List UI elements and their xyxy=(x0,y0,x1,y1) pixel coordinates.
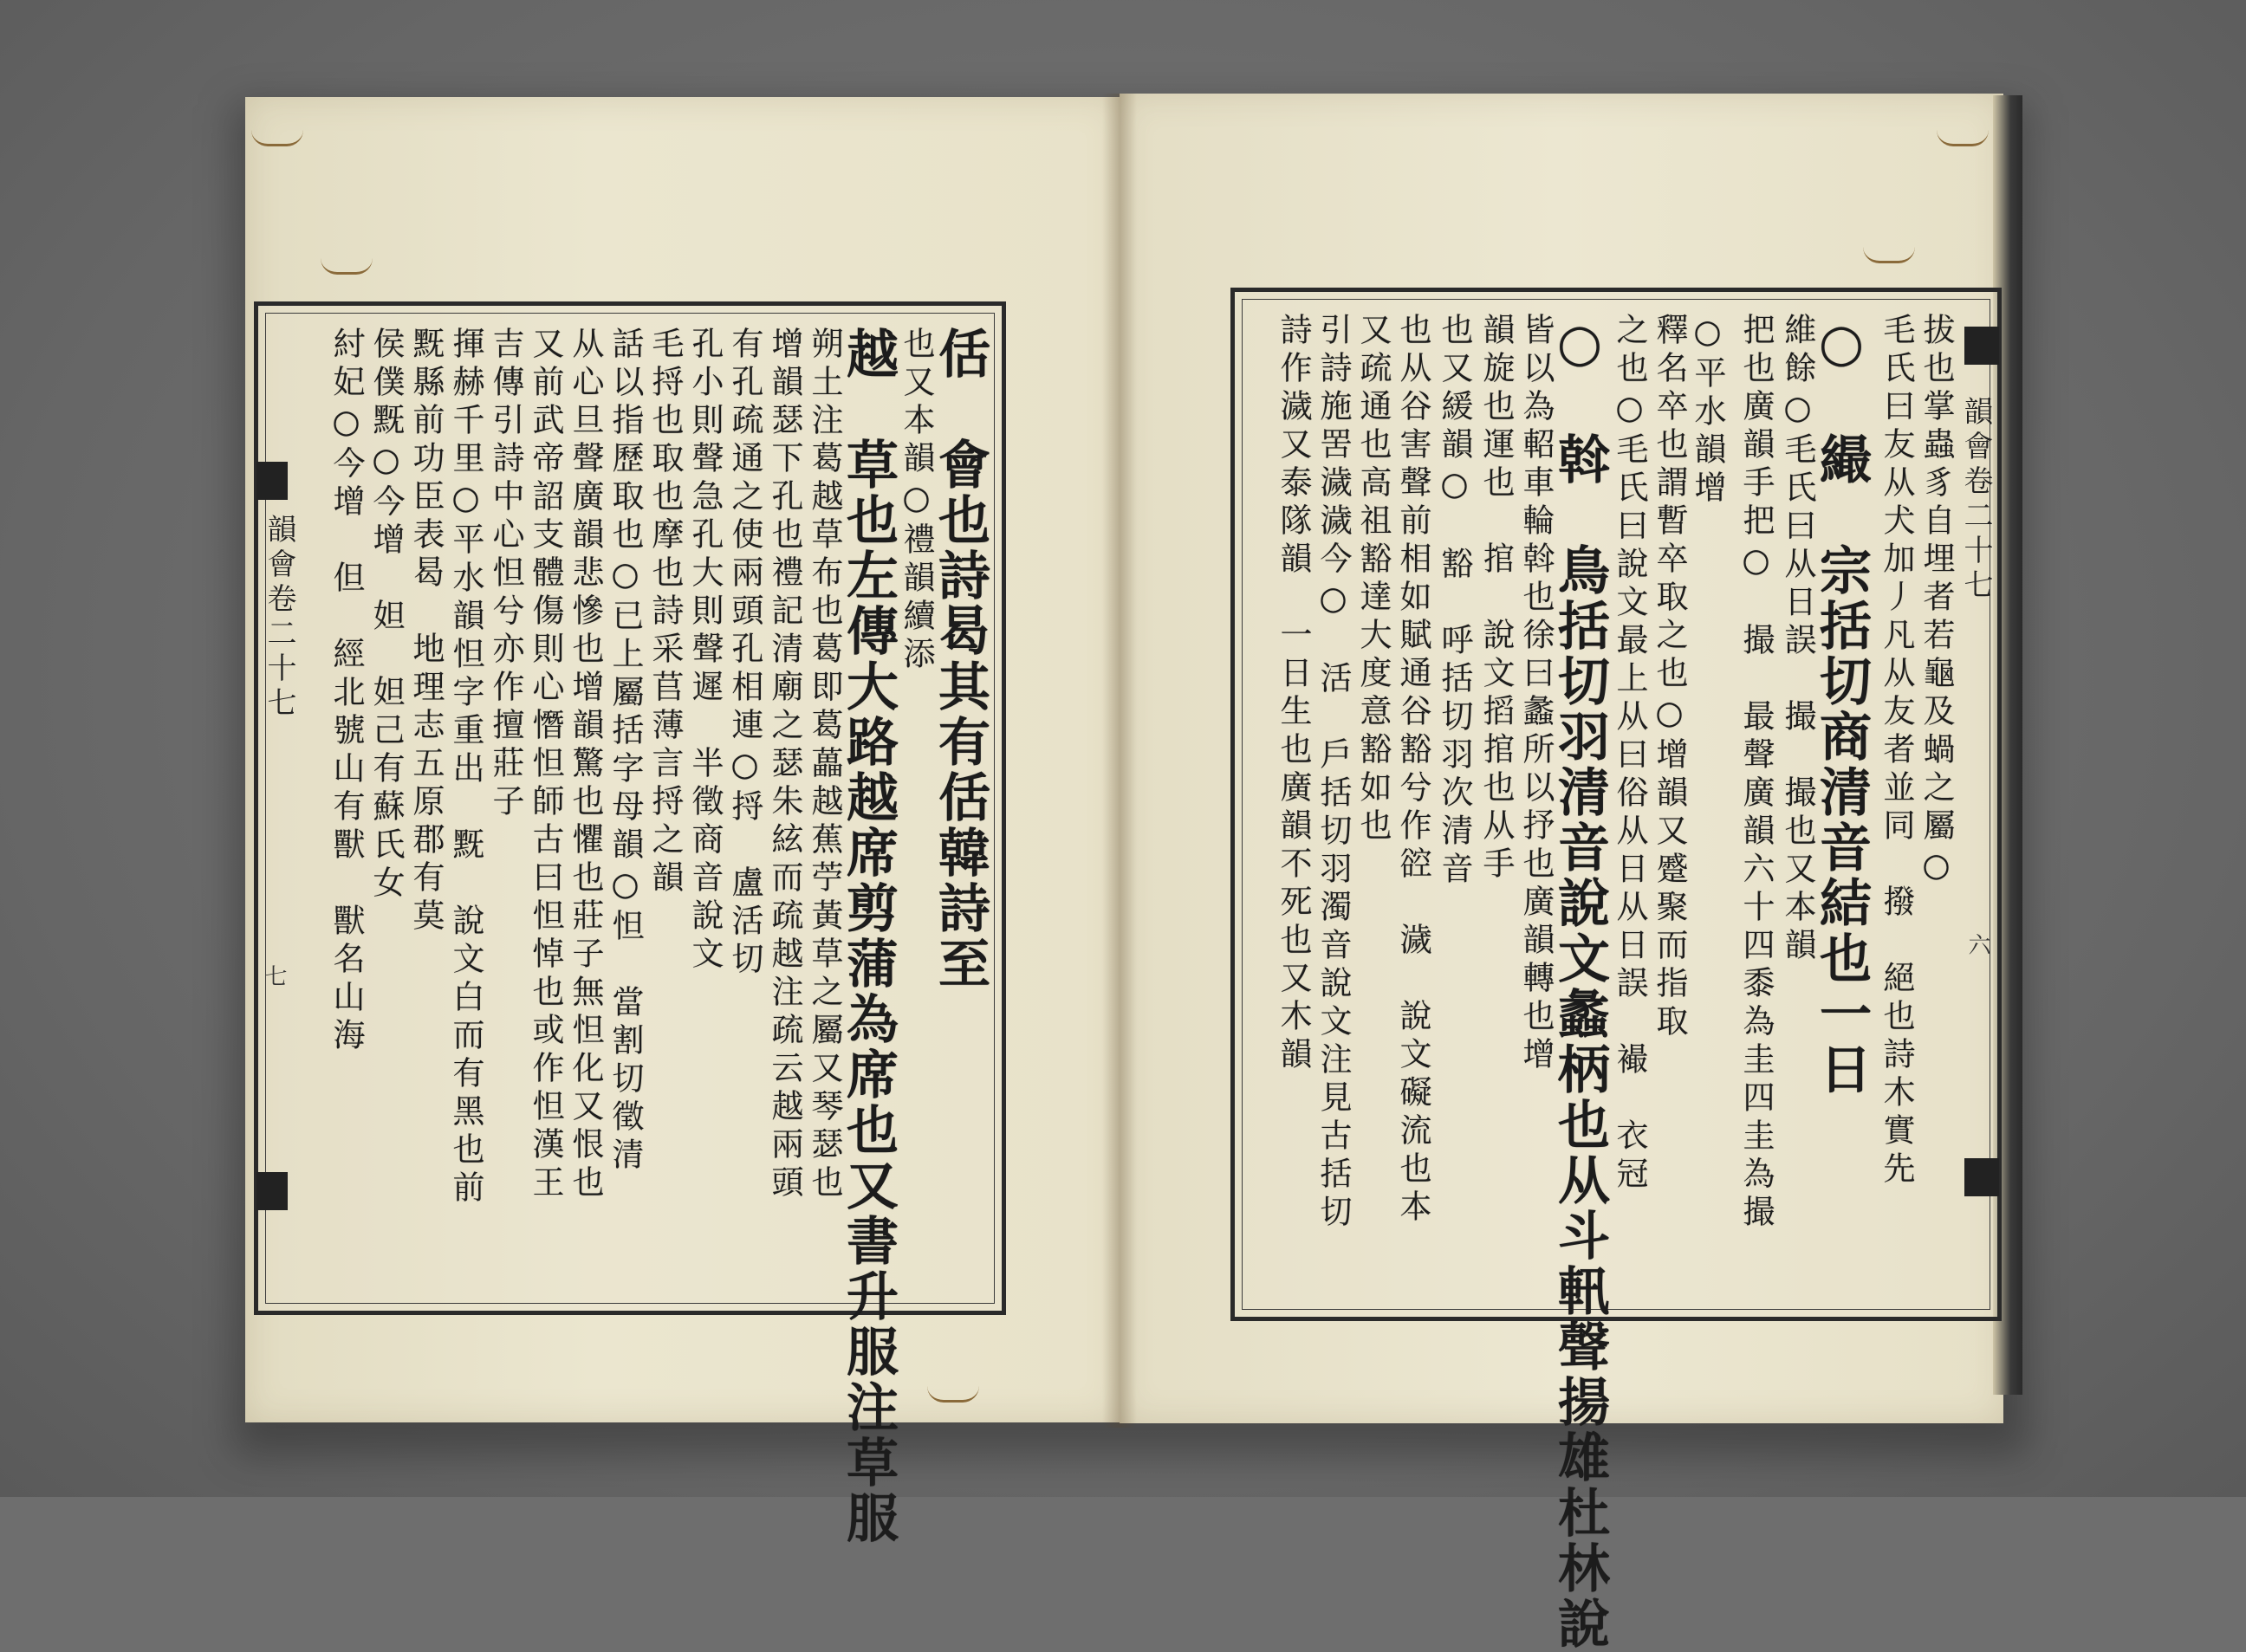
binding-thread-mark xyxy=(1937,130,1989,146)
text-column: 吉傳引詩中心怛兮亦作擅莊子 xyxy=(487,327,524,822)
text-column: 朔土注葛越草布也葛即葛藟越蕉苧黃草之屬又琴瑟也 xyxy=(806,327,843,1203)
text-column: 毛捋也取也摩也詩采苢薄言捋之韻 xyxy=(646,327,684,898)
text-column: 黖縣前功臣表曷 地理志五原郡有莫 xyxy=(407,327,445,936)
fish-tail-mark-icon xyxy=(256,462,288,500)
fish-tail-mark-icon xyxy=(256,1172,288,1210)
text-column: 孔小則聲急孔大則聲遲 半徵商音說文 xyxy=(686,327,724,975)
text-columns xyxy=(303,327,990,1546)
left-print-block xyxy=(254,301,1006,1546)
text-column: 也又本韻○禮韻續添 xyxy=(898,327,935,675)
text-column: 增韻瑟下孔也禮記清廟之瑟朱絃而疏越注疏云越兩頭 xyxy=(766,327,803,1203)
text-column: 也从谷害聲前相如賦通谷豁兮作谾 濊 說文礙流也本 xyxy=(1394,313,1431,1228)
text-column: 揮赫千里○平水韻怛字重出 黖 說文白而有黑也前 xyxy=(447,327,484,1208)
text-column: 皆以為軺車輪斡也徐曰蠡所以抒也廣韻轉也增 xyxy=(1517,313,1555,1075)
text-column: ○ 斡 鳥括切羽清音說文蠡柄也从斗軐聲揚雄杜林說 xyxy=(1549,313,1610,1652)
text-column: 釋名卒也謂暫卒取之也○增韻又蹙聚而指取 xyxy=(1651,313,1688,1042)
page-number: 七 xyxy=(261,964,287,987)
text-column: 拔也掌蟲豸自埋者若龜及蝸之屬○ xyxy=(1918,313,1955,890)
text-column: 又前武帝詔支體傷則心憯怛師古曰怛悼也或作怛漢王 xyxy=(527,327,564,1203)
text-column: ○ 繓 宗括切商清音結也一日 xyxy=(1811,313,1872,1098)
text-column: 之也○毛氏曰說文最上从曰俗从日从日誤 襊 衣冠 xyxy=(1611,313,1648,1195)
margin-title: 韻會卷二十七 xyxy=(1958,396,1993,604)
binding-thread-mark xyxy=(927,1386,979,1403)
fish-tail-mark-icon xyxy=(1964,327,1999,365)
right-print-block xyxy=(1230,288,2002,1652)
text-column: 紂妃○今增 但 經北號山有獸 獸名山海 xyxy=(328,327,365,1056)
binding-thread-mark xyxy=(321,258,373,275)
text-column: 佸 會也詩曷其有佸韓詩至 xyxy=(930,327,990,992)
text-column: 侯僕黖○今增 妲 妲己有蘇氏女 xyxy=(367,327,405,904)
text-column: 詩作濊又泰隊韻 一日生也廣韻不死也又木韻 xyxy=(1275,313,1312,1075)
text-column: 越 草也左傳大路越席剪蒲為席也又書升服注草服 xyxy=(838,327,899,1546)
text-column: 毛氏曰友从犬加丿凡从友者並同 撥 絕也詩木實先 xyxy=(1878,313,1915,1189)
text-column: 有孔疏通之使兩頭孔相連○捋 盧活切 xyxy=(726,327,763,980)
text-column: 又疏通也高祖豁達大度意豁如也 xyxy=(1354,313,1392,846)
text-column: 維餘○毛氏曰从日誤 撮 撮也又本韻 xyxy=(1779,313,1816,966)
text-columns xyxy=(1247,313,1955,1652)
text-column: 話以指歷取也○已上屬括字母韻○怛 當割切徵清 xyxy=(607,327,644,1176)
binding-thread-mark xyxy=(1863,247,1915,263)
text-column: 韻旋也運也 捾 說文搯捾也从手 xyxy=(1477,313,1515,884)
text-column: 也又緩韻○ 豁 呼括切羽次清音 xyxy=(1436,313,1473,890)
book-spine xyxy=(1102,94,1137,1428)
text-column: 把也廣韻手把○ 撮 最聲廣韻六十四黍為圭四圭為撮 xyxy=(1737,313,1775,1233)
text-column: 引詩施罟濊濊今○ 活 戶括切羽濁音說文注見古括切 xyxy=(1314,313,1352,1233)
fish-tail-mark-icon xyxy=(1964,1158,1999,1196)
text-column: 从心旦聲廣韻悲慘也增韻驚也懼也莊子無怛化又恨也 xyxy=(567,327,604,1203)
page-number: 六 xyxy=(1964,933,1990,956)
margin-title: 韻會卷二十七 xyxy=(262,514,296,722)
text-column: ○平水韻增 xyxy=(1689,313,1726,509)
binding-thread-mark xyxy=(251,130,303,146)
